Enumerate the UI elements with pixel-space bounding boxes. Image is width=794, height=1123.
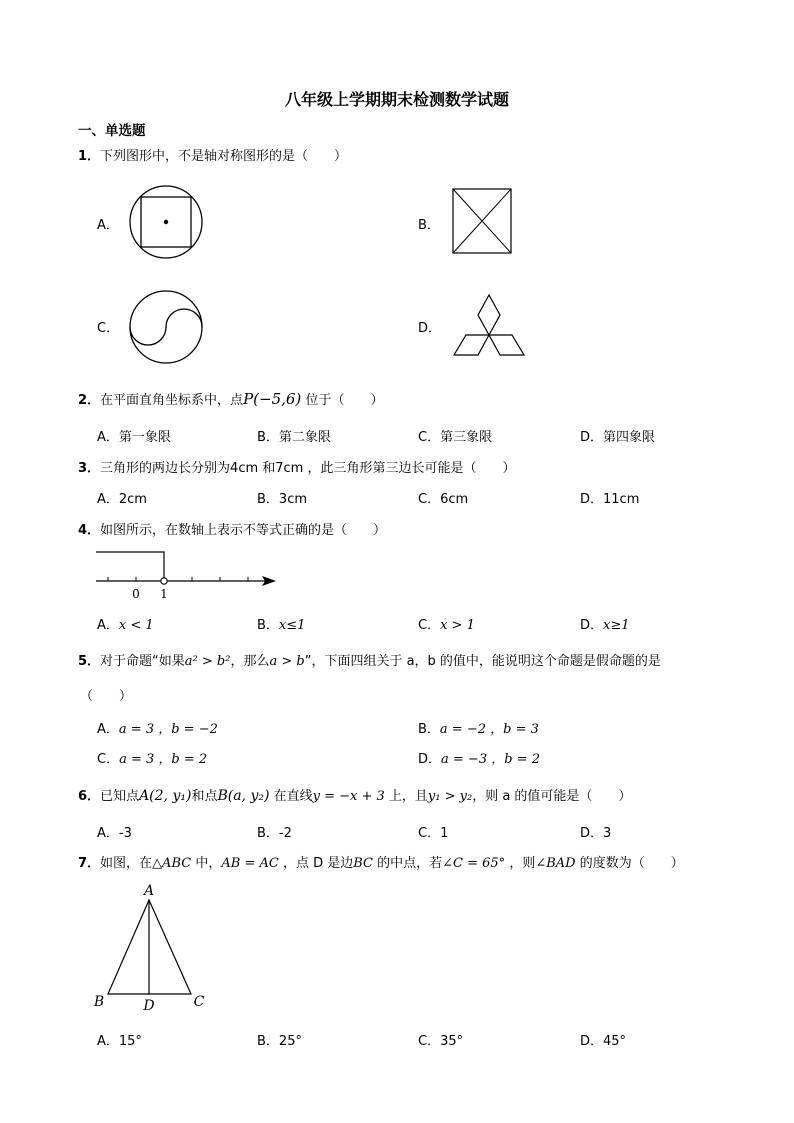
option-b: B．-2 xyxy=(257,826,292,841)
vertex-label-a: A xyxy=(143,883,155,899)
point-label-d: D xyxy=(143,998,155,1014)
option-math: x≤1 xyxy=(278,618,306,633)
option-a xyxy=(97,718,218,737)
option-b: B．3cm xyxy=(257,492,308,507)
option-a-label: A． xyxy=(97,218,119,233)
option-c xyxy=(418,614,475,633)
question-text: 在平面直角坐标系中，点 xyxy=(100,393,244,408)
tick-label-1: 1 xyxy=(160,587,168,601)
question-text: 对于命题“如果 xyxy=(100,654,185,669)
option-c: C．35° xyxy=(418,1034,464,1049)
inequality-math: y₁ > y₂ xyxy=(427,789,473,804)
segment-math: BC xyxy=(353,856,373,871)
question-text: 和点 xyxy=(191,789,218,804)
option-b xyxy=(418,718,539,737)
option-a: A．第一象限 xyxy=(97,430,171,445)
option-c: C．6cm xyxy=(418,492,469,507)
point-b-math: B(a, y₂) xyxy=(217,788,270,804)
question-text: ，点 D 是边 xyxy=(282,856,354,871)
question-text: ，则 xyxy=(509,856,536,871)
question-text: 下列图形中，不是轴对称图形的是（ ） xyxy=(100,149,348,164)
question-number: 6． xyxy=(78,789,101,804)
yin-yang-figure xyxy=(128,289,204,365)
question-number: 2． xyxy=(78,393,101,408)
option-letter: A． xyxy=(97,618,119,633)
question-number: 4． xyxy=(78,523,101,538)
three-rhombus-figure xyxy=(452,293,526,357)
question-7 xyxy=(78,852,684,871)
point-expression: P(−5,6) xyxy=(243,390,302,408)
question-text: 如图，在 xyxy=(100,856,153,871)
option-d: D．45° xyxy=(580,1034,627,1049)
option-c: C．第三象限 xyxy=(418,430,493,445)
vertex-label-b: B xyxy=(93,994,105,1010)
option-d xyxy=(418,748,540,767)
option-math: x≥1 xyxy=(603,618,630,633)
line-equation: y = −x + 3 xyxy=(312,789,385,804)
triangle-figure xyxy=(90,880,210,1012)
option-math: a = 3 ，b = 2 xyxy=(119,752,208,767)
option-math: x < 1 xyxy=(118,618,154,633)
question-text: 在直线 xyxy=(273,789,313,804)
option-c-label: C． xyxy=(97,321,120,336)
angle-math: ∠C = 65° xyxy=(442,856,506,871)
vertex-label-c: C xyxy=(193,994,205,1010)
option-c: C．1 xyxy=(418,826,449,841)
option-letter: A． xyxy=(97,722,119,737)
point-a-math: A(2, y₁) xyxy=(139,788,192,804)
option-letter: D． xyxy=(580,618,604,633)
option-d-label: D． xyxy=(418,321,442,336)
question-text: 已知点 xyxy=(100,789,140,804)
number-line-figure xyxy=(92,547,282,603)
question-text: 如图所示，在数轴上表示不等式正确的是（ ） xyxy=(100,523,387,538)
option-math: a = 3 ，b = −2 xyxy=(118,722,218,737)
tick-label-0: 0 xyxy=(132,587,140,601)
option-letter: C． xyxy=(418,618,441,633)
circle-square-figure xyxy=(128,184,204,260)
question-6 xyxy=(78,785,631,804)
question-number: 7． xyxy=(78,856,101,871)
option-b: B．25° xyxy=(257,1034,302,1049)
triangle-math: △ABC xyxy=(152,856,192,871)
option-math: a = −2 ，b = 3 xyxy=(439,722,539,737)
option-d xyxy=(580,614,630,633)
question-number: 5． xyxy=(78,654,101,669)
question-2 xyxy=(78,389,383,408)
option-math: a = −3 ，b = 2 xyxy=(441,752,540,767)
option-d: D．3 xyxy=(580,826,612,841)
question-number: 1． xyxy=(78,149,101,164)
condition-math: a > b xyxy=(269,654,305,669)
page-title: 八年级上学期期末检测数学试题 xyxy=(284,90,509,109)
question-text: ，则 a 的值可能是（ ） xyxy=(472,789,632,804)
option-a: A．15° xyxy=(97,1034,142,1049)
option-letter: D． xyxy=(418,752,442,767)
question-text: ”，下面四组关于 a，b 的值中，能说明这个命题是假命题的是 xyxy=(304,654,661,669)
question-text: 的中点，若 xyxy=(377,856,443,871)
question-text: ，那么 xyxy=(230,654,270,669)
option-math: x > 1 xyxy=(440,618,475,633)
condition-math: a² > b² xyxy=(184,654,231,669)
option-letter: C． xyxy=(97,752,120,767)
answer-paren: （ ） xyxy=(80,689,133,704)
question-4 xyxy=(78,519,386,538)
option-c xyxy=(97,748,207,767)
option-d: D．第四象限 xyxy=(580,430,656,445)
question-number: 3． xyxy=(78,461,101,476)
rectangle-cross-figure xyxy=(452,188,512,254)
question-3 xyxy=(78,457,515,476)
question-text: 的度数为（ ） xyxy=(579,856,684,871)
equality-math: AB = AC xyxy=(221,856,279,871)
section-heading: 一、单选题 xyxy=(78,123,146,139)
question-text: 三角形的两边长分别为4cm 和7cm ，此三角形第三边长可能是（ ） xyxy=(100,461,516,476)
option-b: B．第二象限 xyxy=(257,430,331,445)
option-b xyxy=(257,614,305,633)
option-a: A．2cm xyxy=(97,492,147,507)
question-1 xyxy=(78,145,347,164)
question-5 xyxy=(78,650,661,669)
option-a: A．-3 xyxy=(97,826,132,841)
option-d: D．11cm xyxy=(580,492,640,507)
angle-math: ∠BAD xyxy=(535,856,576,871)
question-text: 上，且 xyxy=(388,789,428,804)
option-a xyxy=(97,614,154,633)
option-b-label: B． xyxy=(418,218,440,233)
question-text: 位于（ ） xyxy=(305,393,384,408)
question-text: 中， xyxy=(195,856,222,871)
option-letter: B． xyxy=(257,618,279,633)
option-letter: B． xyxy=(418,722,440,737)
